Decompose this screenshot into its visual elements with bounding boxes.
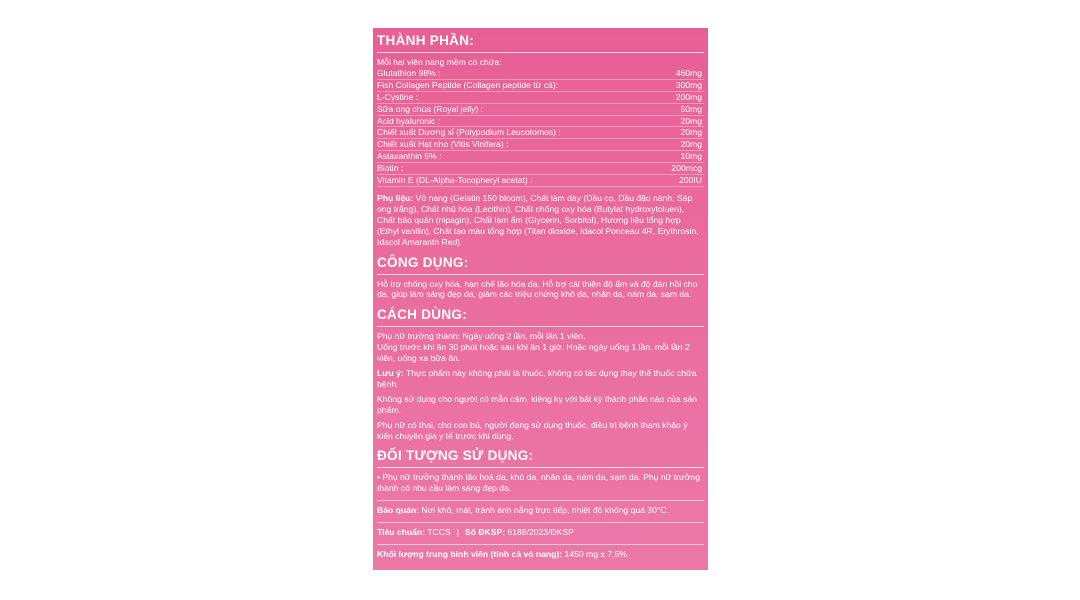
ingredient-row [377,92,704,104]
target-users-text: • Phụ nữ trưởng thành lão hoá da, khô da, nhăn da, nám da, sạm da. Phụ nữ trưởng thành có nhu cầu làm sáng đẹp da. [377,472,700,494]
ingredient-row [377,175,704,187]
ingredient-name: Chiết xuất Dương xỉ (Polypodium Leucotomos) : [377,127,561,138]
ingredient-row [377,104,704,116]
registration-value: 6188/2023/ĐKSP [505,527,574,538]
ingredient-name: Acid hyaluronic : [377,115,441,126]
label-panel [373,28,708,570]
usage-line-1: Phụ nữ trưởng thành: Ngày uống 2 lần, mỗi lần 1 viên. [377,331,586,342]
excipients-value: Vỏ nang (Gelatin 150 bloom), Chất làm dày (Dầu cọ, Dầu đậu nành, Sáp ong trắng), Chất nhũ hóa (Lecithin), Chất chống oxy hóa (Butylat hydroxytoluen), Chất bảo quản (nipagin), Chất làm ẩm (Glycerin, Sorbitol), Hương liệu tổng hợp (Ethyl vanilin), Chất tạo màu tổng hợp (Titan dioxide, Idacol Ponceau 4R, Erythrosin, Idacol Amaranth Red). [377,192,699,247]
ingredient-amount: 300mg [675,79,702,90]
excipients-label: Phụ liệu: [377,192,414,203]
ingredient-amount: 200mcg [671,163,702,174]
ingredient-row [377,80,704,92]
ingredient-amount: 460mg [675,67,702,78]
ingredient-name: L-Cystine : [377,91,419,102]
separator: | [456,527,459,538]
divider [377,467,704,468]
benefits-heading: CÔNG DỤNG: [377,254,469,270]
ingredient-name: Astaxanthin 5% : [377,151,442,162]
ingredient-amount: 10mg [680,151,702,162]
ingredients-intro: Mỗi hai viên nang mềm có chứa: [377,57,502,67]
storage-value: Nơi khô, mát, tránh ánh nắng trực tiếp, nhiệt độ không quá 30°C. [419,505,669,516]
ingredient-amount: 200IU [679,175,702,186]
ingredient-amount: 200mg [675,91,702,102]
ingredients-heading: THÀNH PHẦN: [377,33,475,48]
target-users-heading: ĐỐI TƯỢNG SỬ DỤNG: [377,448,534,464]
ingredient-row [377,116,704,128]
storage-text [377,505,704,516]
ingredient-row [377,163,704,175]
divider [377,544,704,545]
ingredient-name: Biotin : [377,163,404,174]
divider [377,522,704,523]
standard-text [377,527,704,538]
ingredient-name: Glutathion 98% : [377,67,441,78]
ingredient-name: Fish Collagen Peptide (Collagen peptide từ cá): [377,79,559,90]
benefits-text: Hỗ trợ chống oxy hóa, hạn chế lão hóa da. Hỗ trợ cải thiện độ ẩm và độ đàn hồi cho da, giúp làm sáng đẹp da, giảm các triệu chứng khô da, nhăn da, nám da, sạm da. [377,278,698,300]
ingredient-row [377,151,704,163]
weight-value: 1450 mg ± 7,5% [562,549,628,560]
divider [377,500,704,501]
divider [377,52,704,53]
ingredient-amount: 20mg [680,139,702,150]
registration-label: Số ĐKSP: [464,527,506,538]
divider [377,274,704,275]
usage-heading: CÁCH DÙNG: [377,307,467,323]
ingredient-amount: 20mg [680,115,702,126]
ingredient-row [377,139,704,151]
note-value: Thực phẩm này không phải là thuốc, không có tác dụng thay thế thuốc chữa bệnh. [377,368,697,389]
divider [377,326,704,327]
ingredient-amount: 50mg [680,103,702,114]
ingredients-list [377,68,704,187]
ingredient-name: Chiết xuất Hạt nho (Vitis Vinifera) : [377,139,509,150]
standard-value: TCCS [425,527,451,538]
standard-label: Tiêu chuẩn: [377,527,426,538]
weight-label: Khối lượng trung bình viên (tính cả vỏ nang): [377,549,563,560]
contraindication-text: Không sử dụng cho người có mẫn cảm, kiêng kỵ với bất kỳ thành phần nào của sản phẩm. [377,393,697,415]
note-text [377,368,704,390]
usage-line-2: Uống trước khi ăn 30 phút hoặc sau khi ăn 1 giờ. Hoặc ngày uống 1 lần, mỗi lần 2 viên, uống xa bữa ăn. [377,342,690,364]
note-label: Lưu ý: [377,368,404,379]
storage-label: Bảo quản: [377,505,420,516]
ingredient-name: Sữa ong chúa (Royal jelly) : [377,103,484,114]
ingredient-row [377,68,704,80]
ingredient-row [377,127,704,139]
weight-text [377,549,704,560]
ingredient-name: Vitamin E (DL-Alpha-Tocopheryl acetat) : [377,175,533,186]
pregnancy-note-text: Phụ nữ có thai, cho con bú, người đang sử dụng thuốc, điều trị bệnh tham khảo ý kiến chuyên gia y tế trước khi dùng. [377,419,688,441]
ingredient-amount: 20mg [680,127,702,138]
excipients-text [377,193,704,248]
